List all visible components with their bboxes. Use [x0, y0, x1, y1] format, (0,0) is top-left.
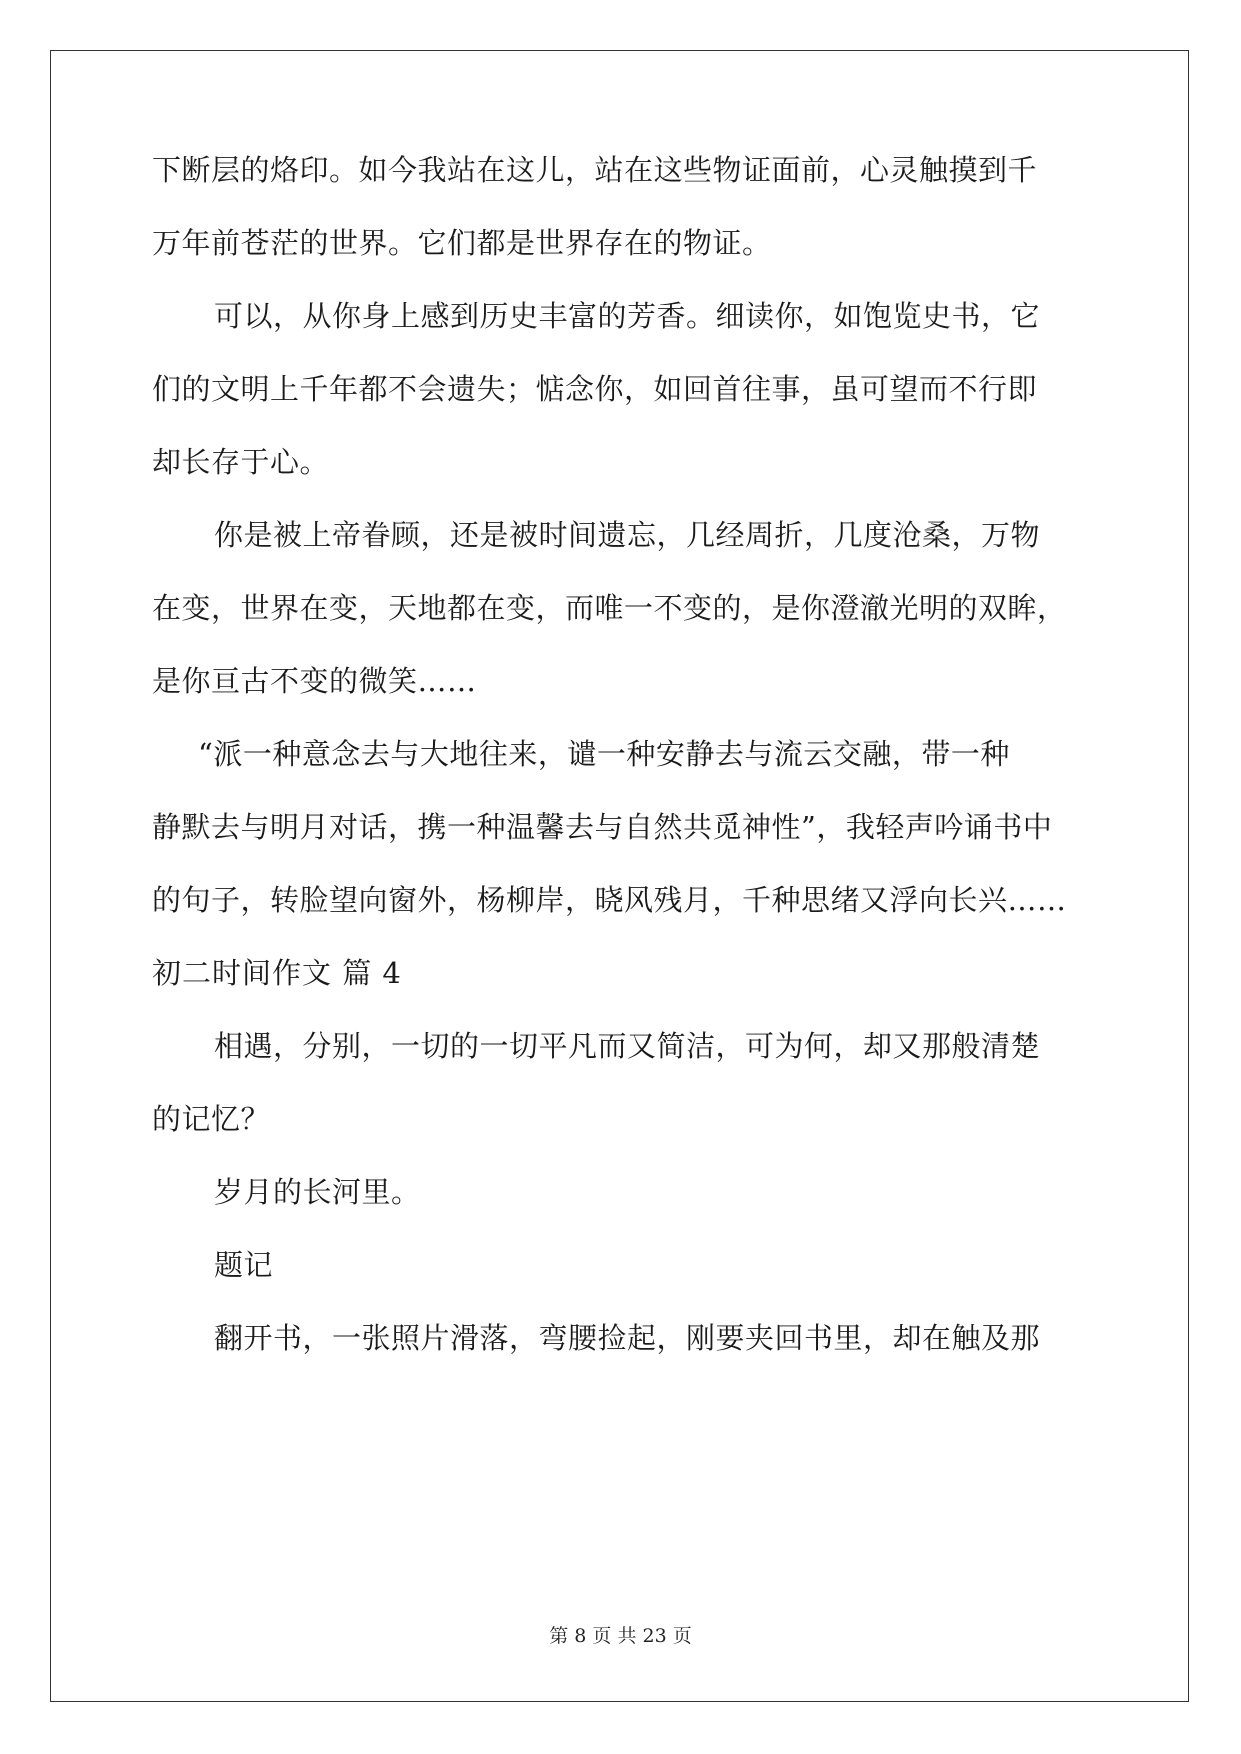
body-line-2: 万年前苍茫的世界。它们都是世界存在的物证。	[152, 226, 772, 260]
body-line-10: 静默去与明月对话，携一种温馨去与自然共觅神性”，我轻声吟诵书中	[152, 810, 1053, 844]
section-title: 初二时间作文 篇 4	[152, 956, 402, 990]
body-line-4: 们的文明上千年都不会遗失；惦念你，如回首往事，虽可望而不行即	[152, 372, 1038, 406]
quote-paragraph-line-9: “派一种意念去与大地往来，谴一种安静去与流云交融，带一种	[198, 737, 1010, 771]
paragraph-line-15: 岁月的长河里。	[214, 1175, 421, 1209]
paragraph-start-line-17: 翻开书，一张照片滑落，弯腰捡起，刚要夹回书里，却在触及那	[214, 1321, 1041, 1355]
body-line-7: 在变，世界在变，天地都在变，而唯一不变的，是你澄澈光明的双眸，	[152, 591, 1067, 625]
paragraph-start-line-6: 你是被上帝眷顾，还是被时间遗忘，几经周折，几度沧桑，万物	[214, 518, 1041, 552]
body-line-8: 是你亘古不变的微笑……	[152, 664, 477, 698]
body-line-5: 却长存于心。	[152, 445, 330, 479]
body-line-1: 下断层的烙印。如今我站在这儿，站在这些物证面前，心灵触摸到千	[152, 153, 1038, 187]
epigraph-label: 题记	[214, 1248, 274, 1282]
page-number-footer: 第 8 页 共 23 页	[549, 1625, 692, 1647]
paragraph-start-line-13: 相遇，分别，一切的一切平凡而又简洁，可为何，却又那般清楚	[214, 1029, 1041, 1063]
body-line-11: 的句子，转脸望向窗外，杨柳岸，晓风残月，千种思绪又浮向长兴……	[152, 883, 1067, 917]
body-line-14: 的记忆？	[152, 1102, 271, 1136]
paragraph-start-line-3: 可以，从你身上感到历史丰富的芳香。细读你，如饱览史书，它	[214, 299, 1041, 333]
